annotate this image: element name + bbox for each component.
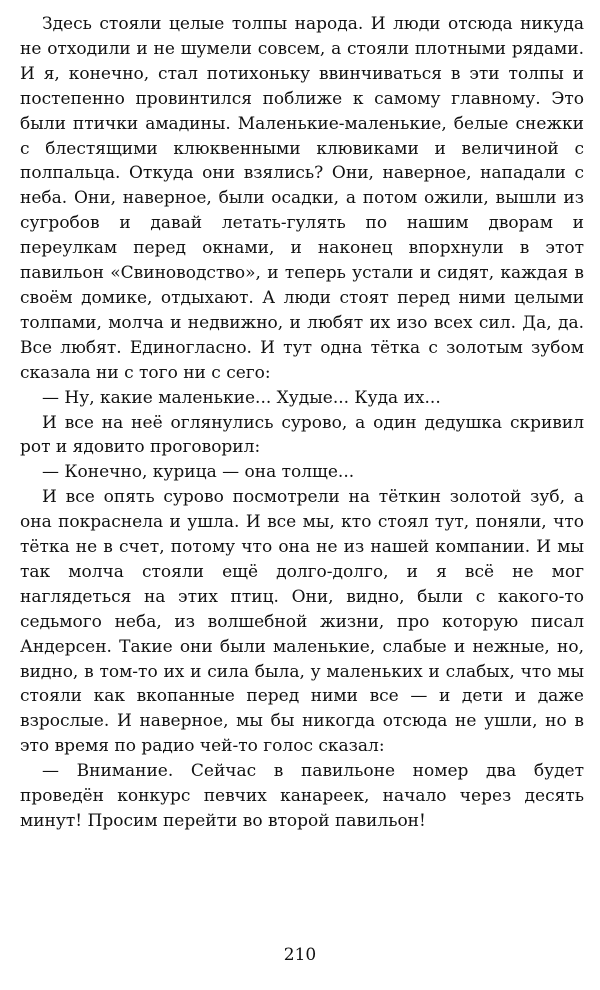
paragraph-1: Здесь стояли целые толпы народа. И люди отсюда никуда не отходили и не шумели совсем, а стояли плотными рядами. И я, конечно, стал потихоньку ввинчиваться в эти толпы и постепенно провинтился поближе к самому главному. Это были птички амадины. Маленькие-маленькие, белые снежки с блестящими клюквенными клювиками и величиной с полпальца. Откуда они взялись? Они, наверное, нападали с неба. Они, наверное, были осадки, а потом ожили, вышли из сугробов и давай летать-гулять по нашим дворам и переулкам перед окнами, и наконец впорхнули в этот павильон «Свиноводство», и теперь устали и сидят, каждая в своём домике, отдыхают. А люди стоят перед ними целыми толпами, молча и недвижно, и любят их изо всех сил. Да, да. Все любят. Единогласно. И тут одна тётка с золотым зубом сказала ни с того ни с сего: xyxy=(20,14,584,383)
page-body xyxy=(20,12,584,834)
paragraph-2-dialogue: — Ну, какие маленькие... Худые... Куда их... xyxy=(42,387,441,408)
paragraph-3: И все на неё оглянулись сурово, а один дедушка скривил рот и ядовито проговорил: xyxy=(20,412,584,458)
paragraph-5: И все опять сурово посмотрели на тёткин золотой зуб, а она покраснела и ушла. И все мы, кто стоял тут, поняли, что тётка не в счет, потому что она не из нашей компании. И мы так молча стояли ещё долго-долго, и я всё не мог наглядеться на этих птиц. Они, видно, были с какого-то седьмого неба, из волшебной жизни, про которую писал Андерсен. Такие они были маленькие, слабые и нежные, но, видно, в том-то их и сила была, у маленьких и слабых, что мы стояли как вкопанные перед ними все — и дети и даже взрослые. И наверное, мы бы никогда отсюда не ушли, но в это время по радио чей-то голос сказал: xyxy=(20,487,584,757)
page-number: 210 xyxy=(283,945,317,965)
paragraph-6-dialogue: — Внимание. Сейчас в павильоне номер два будет проведён конкурс певчих канареек, начало через десять минут! Просим перейти во второй павильон! xyxy=(20,761,584,831)
paragraph-4-dialogue: — Конечно, курица — она толще... xyxy=(42,462,355,483)
